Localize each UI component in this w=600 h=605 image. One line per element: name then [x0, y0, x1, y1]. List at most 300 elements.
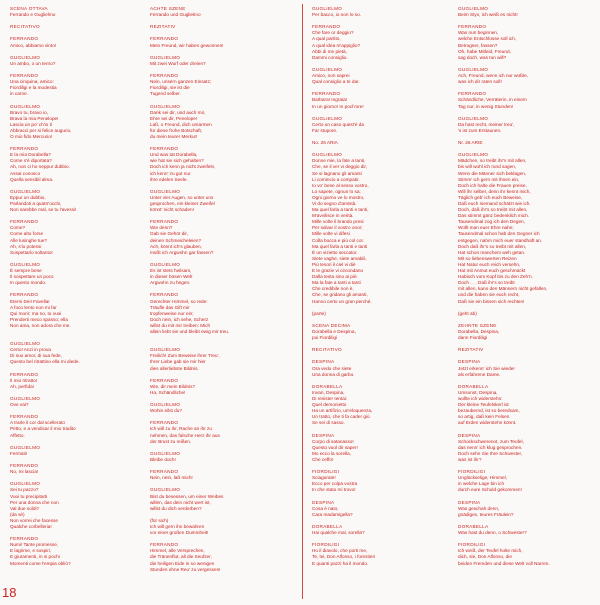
speaker-or-heading: FERRANDO	[150, 146, 179, 152]
text-line: Mit so liebenswerten Reizen	[458, 255, 517, 261]
text-line: Ma quel farla a tanti e tanti	[312, 243, 368, 249]
text-line: in dieser bösen Welt	[150, 274, 193, 280]
text-line: Lo sapete, ognun lo sa;	[312, 188, 361, 194]
text-line: In che stato mi trovo!	[312, 487, 356, 493]
text-line: Il sospettare un poco	[10, 274, 54, 280]
text-line: Cara madamigella?	[312, 511, 353, 517]
text-line: Brava la mia Penelope!	[10, 115, 59, 121]
text-line: È un vizietto seccator.	[312, 249, 358, 255]
speaker-or-heading: DESPINA	[458, 499, 481, 505]
speaker-or-heading: DESPINA	[458, 432, 481, 438]
text-line: auf Erden widerstehn könnt.	[458, 420, 517, 426]
text-line: Che ceffo!	[312, 456, 334, 462]
text-line: Questo vuol dir saper!	[312, 444, 358, 450]
text-line: Unter vier Augen, so unter uns	[150, 194, 214, 200]
speaker-or-heading: FERRANDO	[150, 542, 179, 548]
text-line: Stunden ohne Reu' zu vergessen!	[150, 566, 221, 572]
text-line: A qual partito,	[312, 36, 341, 42]
text-line: E lagrime, e sospiri,	[10, 548, 52, 554]
text-line: Un tratto, che ti fa cader giù	[312, 414, 370, 420]
text-line: Quella sensibil alma.	[10, 176, 54, 182]
speaker-or-heading: FERRANDO	[10, 292, 39, 298]
text-line: bis will wohl ich rund sagen,	[458, 164, 517, 170]
text-line: Betrogner, fassen?	[458, 42, 498, 48]
text-line: das nenn' ich klug gesprochen.	[458, 444, 523, 450]
text-line: und die haben sie euch recht,	[458, 292, 520, 298]
text-line: Ferrando und Guglielmo	[150, 12, 201, 18]
text-line: in welche Lage bin ich	[458, 481, 505, 487]
text-line: wie hat sie sich gehalten?	[150, 158, 204, 164]
text-line: Di suo amor, di sua fede,	[10, 353, 62, 359]
speaker-or-heading: GUGLIELMO	[10, 444, 41, 450]
speaker-or-heading: FERRANDO	[10, 146, 39, 152]
text-line: durch eure Schuld gekommen!	[458, 487, 522, 493]
text-line: Mille volte vi difesi	[312, 231, 350, 237]
text-line: Quel demonietto	[312, 402, 347, 408]
speaker-or-heading: FERRANDO	[10, 414, 39, 420]
speaker-or-heading: REZITATIV	[150, 24, 176, 30]
speaker-or-heading: FERRANDO	[150, 377, 179, 383]
text-line: Vuoi tu precipitarti	[10, 493, 48, 499]
text-line: Mädchen, so treibt ihr's mit allen,	[458, 158, 527, 164]
text-line: Fiordiligi e la modestia	[10, 85, 57, 91]
text-line: Ehre sei dir, Penelope!	[150, 115, 198, 121]
speaker-or-heading: FIORDILIGI	[458, 542, 486, 548]
text-line: Sciagurate!	[312, 475, 336, 481]
text-line: die heiligen Eide in so wenigen	[150, 560, 215, 566]
text-line: Siete vaghe, siete amabili,	[312, 255, 367, 261]
speaker-or-heading: GUGLIELMO	[150, 402, 181, 408]
text-line: A trarle il cor dal scellerato	[10, 420, 65, 426]
speaker-or-heading: GUGLIELMO	[150, 188, 181, 194]
text-line: gnädiges, teures Fräulein?	[458, 511, 514, 517]
text-line: Stimm' ich gern mit ihnen ein,	[458, 176, 520, 182]
text-line: Dalla testa sino ai piè.	[312, 274, 358, 280]
text-line: Es ist stets heilsam,	[150, 268, 192, 274]
text-line: Abbi di me pietà,	[312, 48, 347, 54]
text-line: Ah, perfida!	[10, 383, 34, 389]
text-line: Qualche corbelleria!	[10, 523, 52, 529]
text-line: Qual consiglio a te dar.	[312, 79, 360, 85]
text-line: Parlandoti a quattr'occhi,	[10, 201, 62, 206]
text-line: Il mio ritratto!	[10, 377, 38, 383]
text-line: wollte ich widerstehn:	[458, 396, 503, 401]
text-line: Amico, non saprei	[312, 73, 350, 79]
text-line: Eppur un dubbio,	[10, 194, 46, 200]
speaker-or-heading: SCENA DECIMA	[312, 322, 351, 328]
text-line: (für sich)	[150, 517, 169, 523]
text-line: Hanno certo un gran perché.	[312, 298, 372, 304]
text-line: Hat mit Anmut euch geschmückt	[458, 268, 526, 274]
speaker-or-heading: FERRANDO	[458, 91, 487, 97]
text-line: Tugend selber.	[150, 91, 181, 97]
text-line: Doch ich halte die Frauen preise,	[458, 182, 527, 188]
text-line: gesprochen, ein kleiner Zweifel	[150, 201, 215, 206]
text-line: für diese frohe Botschaft,	[150, 127, 203, 133]
column-german-left	[150, 6, 290, 598]
text-line: Daß euch niemand schätzt wie ich.	[458, 201, 531, 206]
text-line: Non vorrei che facesse	[10, 517, 58, 523]
text-line: Wenn die Männer sich beklagen,	[458, 170, 527, 176]
speaker-or-heading: FERRANDO	[10, 219, 39, 225]
text-line: Daß sie ein bissen sich rechten!	[458, 298, 525, 304]
speaker-or-heading: DORABELLA	[458, 383, 489, 389]
text-line: Donne mie, la fate a tanti,	[312, 158, 366, 164]
text-line: Träufle das Gift mir	[150, 304, 190, 310]
text-line: Lascia un po' ch'io ti	[10, 121, 52, 127]
speaker-or-heading: GUGLIELMO	[10, 188, 41, 194]
speaker-or-heading: DESPINA	[312, 499, 335, 505]
text-line: Ah, non ci ho neppur dubbio.	[10, 164, 70, 170]
text-line: (geht ab)	[458, 310, 477, 316]
text-line: È sempre bene	[10, 268, 42, 274]
text-line: Hat schon manchem weh getan.	[458, 249, 526, 255]
text-line: Ich will zu ihr, Rache an ihr zu	[150, 426, 213, 432]
text-line: Come alto forse	[10, 231, 44, 237]
text-line: Se sei di sasso.	[312, 420, 345, 426]
speaker-or-heading: FERRANDO	[10, 36, 39, 42]
text-line: Dorabella, Despina,	[458, 328, 500, 334]
speaker-or-heading: GUGLIELMO	[10, 261, 41, 267]
text-line: Io vo' bene al sesso vostro,	[312, 182, 369, 188]
text-line: entgegen, nahm mich euer standhaft an.	[458, 237, 543, 243]
text-line: Will ihr selber, denn ihr kennt mich,	[458, 188, 531, 194]
text-line: Doch . . . Daß ihr's so treibt	[458, 280, 515, 286]
text-line: Affetto.	[10, 432, 25, 438]
speaker-or-heading: DORABELLA	[312, 383, 343, 389]
text-line: Wie denn?	[150, 225, 173, 231]
text-line: Corpo di satanasso!	[312, 438, 354, 444]
speaker-or-heading: GUGLIELMO	[458, 66, 489, 72]
speaker-or-heading: DORABELLA	[458, 523, 489, 529]
speaker-or-heading: GUGLIELMO	[150, 487, 181, 493]
text-line: Certo un caso quest'è da	[312, 121, 364, 127]
text-line: Numi! Tante promesse,	[10, 542, 59, 548]
text-line: In un giorno! In poch'ore!	[312, 103, 364, 109]
text-line: welche Entschlüsse soll ich,	[458, 36, 517, 42]
text-line: Momenti come l'empia obliò?	[10, 560, 71, 566]
column-divider	[302, 4, 303, 599]
text-line: Wollt man euer Ehre nahn;	[458, 225, 514, 231]
text-line: Und was tat Dorabella,	[150, 152, 198, 158]
text-line: Schockschwerenot, zum Teufel,	[458, 438, 524, 444]
text-line: Ha un artifizio, un'eloquenza,	[312, 408, 373, 414]
text-line: dich, sie, Don Alfonso, die	[458, 554, 512, 560]
speaker-or-heading: FIORDILIGI	[312, 542, 340, 548]
text-line: Come s'è diportata?	[10, 158, 52, 164]
speaker-or-heading: FERRANDO	[312, 24, 341, 30]
text-line: könnt' nicht schaden!	[150, 207, 194, 213]
speaker-or-heading: FERRANDO	[312, 91, 341, 97]
text-line: Ma la fate a tanti a tanti	[312, 280, 361, 286]
speaker-or-heading: RECITATIVO	[312, 347, 342, 353]
text-line: Che fare or deggio?	[312, 30, 354, 36]
speaker-or-heading: GUGLIELMO	[150, 450, 181, 456]
text-line: in carne.	[10, 91, 28, 97]
speaker-or-heading: FERRANDO	[150, 219, 179, 225]
speaker-or-heading: FERRANDO	[150, 36, 179, 42]
text-line: Nein, nein, laß mich!	[150, 475, 193, 481]
text-line: Schändliche, Verräterin, in einem	[458, 97, 527, 103]
speaker-or-heading: DESPINA	[312, 432, 335, 438]
speaker-or-heading: FERRANDO	[10, 463, 39, 469]
text-line: Barbara! Ingrata!	[312, 97, 348, 103]
text-line: Mo ecco la sorella,	[312, 450, 352, 456]
text-line: Ach, könnt ich's glauben,	[150, 243, 202, 249]
text-line: Bleibe doch!	[150, 456, 176, 462]
speaker-or-heading: DORABELLA	[312, 523, 343, 529]
text-line: Bist du besessen, um einer Weibes	[150, 493, 224, 499]
text-line: A qual idea m'appiglio?	[312, 42, 361, 48]
text-line: Was geschah denn,	[458, 505, 500, 511]
speaker-or-heading: FERRANDO	[10, 536, 39, 542]
text-line: Una donna di garbo.	[312, 371, 355, 377]
speaker-or-heading: FERRANDO	[458, 24, 487, 30]
text-line: Che, se gridano gli amanti,	[312, 292, 368, 298]
speaker-or-heading: FERRANDO	[150, 73, 179, 79]
column-italian-right	[312, 6, 448, 598]
speaker-or-heading: FERRANDO	[10, 371, 39, 377]
text-line: was ich dir raten soll!	[458, 79, 502, 85]
text-line: beiden Fremden und diese Welt voll Narren.	[458, 560, 550, 566]
text-line: Freilich! Zum Beweise ihrer Treu',	[150, 353, 220, 359]
speaker-or-heading: GUGLIELMO	[150, 54, 181, 60]
text-line: Umsonst, Despina,	[458, 389, 498, 395]
text-line: Hai qualche mal, sorella?	[312, 530, 365, 536]
text-line: Petto, e a vendicar il mio tradito	[10, 426, 76, 432]
speaker-or-heading: FIORDILIGI	[312, 469, 340, 475]
text-line: Assai conosco	[10, 170, 41, 176]
text-line: vor einer großen Dummheit!	[150, 530, 209, 536]
text-line: Ecco per colpa vostra	[312, 481, 358, 487]
speaker-or-heading: DESPINA	[312, 359, 335, 365]
text-line: Doch ich kenn ja nicht zweifeln,	[150, 164, 216, 170]
text-line: Täglich geb' ich euch Beweise,	[458, 194, 523, 200]
speaker-or-heading: REZITATIV	[458, 347, 484, 353]
text-line: Per bacco, io non lo so.	[312, 12, 361, 18]
text-line: willen, das dein nicht wert ist,	[150, 499, 211, 505]
speaker-or-heading: DESPINA	[458, 359, 481, 365]
text-line: Doch sehn Sie Ihre Schwester,	[458, 450, 523, 456]
text-line: Dank sei dir, und auch mir,	[150, 109, 206, 115]
text-line: Tausendmal zog ich den Degen,	[458, 219, 525, 225]
text-line: Tag nur, in wenig Stunden!	[458, 103, 514, 109]
speaker-or-heading: GUGLIELMO	[458, 152, 489, 158]
text-line: Was nun beginnen,	[458, 30, 499, 36]
speaker-or-heading: GUGLIELMO	[150, 103, 181, 109]
text-line: tropfenweise nur ein;	[150, 310, 194, 316]
speaker-or-heading: SCENA OTTAVA	[10, 6, 48, 11]
text-line: Oh, habe Mitleid, Freund,	[458, 48, 511, 54]
speaker-or-heading: ZEHNTE SZENE	[458, 322, 497, 328]
text-line: willst du mit mir treiben: Mich	[150, 322, 211, 328]
text-line: Beim Styx, ich weiß es nicht!	[458, 12, 518, 18]
text-line: als erfahrene Dame.	[458, 371, 501, 377]
text-line: Certo! Anzi in prova	[10, 347, 51, 353]
text-line: Per salvar il vostro onor;	[312, 225, 363, 231]
text-line: Amico, abbiamo vinto!	[10, 42, 57, 48]
text-line: Hat Natur euch reich versehn,	[458, 261, 521, 267]
text-line: mit allen, kann den Männern nicht gefallen,	[458, 286, 548, 292]
column-italian-left	[10, 6, 140, 598]
text-line: Doch nein, ich sehe, Scherz	[150, 316, 209, 322]
text-line: du mein teurer Merkur!	[150, 133, 198, 139]
speaker-or-heading: FERRANDO	[150, 420, 179, 426]
text-line: 's ist zum Erstaunen.	[458, 127, 502, 133]
speaker-or-heading: GUGLIELMO	[150, 347, 181, 353]
speaker-or-heading: GUGLIELMO	[312, 115, 343, 121]
text-line: die Tränenflut, all die Seufzer,	[150, 554, 212, 560]
text-line: A foco lento non mi far	[10, 304, 57, 310]
speaker-or-heading: ACHTE SZENE	[150, 6, 186, 11]
speaker-or-heading: FERRANDO	[10, 73, 39, 79]
text-line: Sei tu pazzo?	[10, 487, 39, 493]
text-line: Cosa è nato,	[312, 505, 339, 511]
text-line: Ah, s'io potessi	[10, 243, 42, 249]
text-line: Invan, Despina,	[312, 389, 345, 395]
text-line: bezaubernd, ist so beredsam,	[458, 408, 520, 414]
text-line: Vi do segno d'amistà.	[312, 201, 357, 206]
text-line: ich kenn' zu gut nur	[150, 170, 191, 176]
text-line: No. 26 ARIA	[312, 140, 338, 146]
page-number: 18	[2, 585, 17, 600]
text-line: Argwohn zu hegen.	[150, 280, 191, 286]
text-line: Ha, Schändliche!	[150, 389, 186, 395]
text-line: M'avvilisce in verità.	[312, 213, 354, 219]
text-line: Abbracci per si felice augurio,	[10, 127, 72, 133]
speaker-or-heading: GUGLIELMO	[458, 115, 489, 121]
text-line: Bravo tu, bravo io,	[10, 109, 49, 115]
text-line: Che, se il ver vi deggio dir,	[312, 164, 367, 170]
text-line: Li comincio a compatir.	[312, 176, 360, 182]
text-line: Te, lei, Don Alfonso, i forestieri	[312, 554, 376, 560]
text-line: Ma quel farla a tanti e tanti,	[312, 207, 369, 213]
text-line: Ogni giorno ve lo mostro,	[312, 194, 365, 200]
text-line: Come?	[10, 225, 26, 231]
text-line: Doch daß ihr's so treibt mit allen,	[458, 243, 527, 249]
text-line: Per una donna che non	[10, 499, 59, 505]
text-line: so artig, daß kein Felsen	[458, 414, 510, 420]
text-line: Das stimmt gänz bedenklich mich.	[458, 213, 530, 219]
text-line: Himmel, alle Versprechen,	[150, 548, 205, 554]
text-line: Ho il diavolo, che porti me,	[312, 548, 368, 554]
text-line: No, mi lascia!	[10, 469, 39, 475]
text-line: E giuramenti, in si pochi	[10, 554, 60, 560]
text-line: allein liebt sie und bleibt ewig mir treu.	[150, 328, 230, 334]
text-line: Eterni Dei! Favella!	[10, 298, 50, 304]
speaker-or-heading: GUGLIELMO	[312, 152, 343, 158]
text-line: Wie, dir mein Bildnis?	[150, 383, 196, 389]
text-line: Di resister tentai:	[312, 396, 348, 401]
text-line: Che credibile non è,	[312, 286, 354, 292]
speaker-or-heading: GUGLIELMO	[10, 341, 41, 347]
speaker-or-heading: FERRANDO	[150, 292, 179, 298]
text-line: Mille volte il brando presi	[312, 219, 364, 225]
text-line: Fiordiligi, sie ist die	[150, 85, 190, 91]
text-line: Val due soldi?	[10, 505, 40, 511]
speaker-or-heading: GUGLIELMO	[312, 66, 343, 72]
text-line: Colla bocca e più col cor.	[312, 237, 365, 243]
text-line: was ist ihr?	[458, 456, 482, 462]
text-line: Jetzt erkenn' ich Sie wieder	[458, 365, 515, 371]
text-line: Prenderti meco spasso; ella	[10, 316, 68, 322]
text-line: Alle lusinghe tue?	[10, 237, 48, 243]
text-line: Non sarebbe mal, se tu l'avessi!	[10, 207, 77, 213]
speaker-or-heading: GUGLIELMO	[10, 54, 41, 60]
text-line: Nein, unsern ganzen Einsatz;	[150, 79, 212, 85]
text-line: Dorabella e Despina,	[312, 328, 356, 334]
text-line: Habisch vom Kopf bis zu den Zeh'n.	[458, 274, 533, 280]
text-line: Una cinquina, amico:	[10, 79, 54, 85]
text-line: nehmen, das falsche Herz ihr aus	[150, 432, 220, 438]
text-line: Non ama, non adora che me.	[10, 322, 71, 328]
text-line: Was hast du denn, o Schwester?	[458, 530, 527, 536]
text-line: Ora vedo che siete	[312, 365, 352, 371]
text-line: dies allerliebste Bildnis.	[150, 365, 199, 371]
text-line: (parte)	[312, 310, 326, 316]
text-line: Da hast recht, meiner treu',	[458, 121, 515, 127]
speaker-or-heading: RECITATIVO	[10, 24, 40, 30]
text-line: Più tesori il ciel vi diè	[312, 261, 356, 267]
text-line: E la mia Dorabella?	[10, 152, 51, 158]
text-line: In questo mondo.	[10, 280, 47, 286]
text-line: Questo bel ritrattino ella mi diede.	[10, 359, 80, 365]
text-line: willst du dich verderben?	[150, 505, 202, 511]
text-line: deinen Schmeicheleien?	[150, 237, 202, 243]
speaker-or-heading: GUGLIELMO	[150, 261, 181, 267]
text-line: dann Fiordiligi	[458, 335, 488, 341]
text-line: Se si lagnano gli amanti	[312, 170, 362, 176]
text-line: müßt ich Argwohn gar fassen?	[150, 249, 214, 255]
speaker-or-heading: GUGLIELMO	[312, 6, 343, 11]
text-line: Mit zwei Wurf oder dreien?	[150, 60, 206, 66]
text-line: Ove vai?	[10, 402, 29, 408]
text-line: Gab sie Gehör dir,	[150, 231, 189, 237]
text-line: E le grazie vi circondano	[312, 268, 364, 274]
speaker-or-heading: GUGLIELMO	[10, 481, 41, 487]
text-line: O mio fido Mercurio!	[10, 133, 53, 139]
text-line: Fermati!	[10, 450, 28, 456]
text-line: Ihrer Liebe gab sie mir hier	[150, 359, 206, 365]
text-line: Mein Freund, wir haben gewonnen!	[150, 42, 224, 48]
text-line: poi Fiordiligi	[312, 335, 338, 341]
text-line: Far stupore.	[312, 127, 338, 133]
text-line: Sospettarlo soltanto!	[10, 249, 53, 255]
text-line: Gerechter Himmel, so rede:	[150, 298, 208, 304]
text-line: der Brust zu reißen.	[150, 438, 192, 444]
speaker-or-heading: GUGLIELMO	[10, 396, 41, 401]
speaker-or-heading: GUGLIELMO	[458, 6, 489, 11]
text-line: Unglückselige, Himmel,	[458, 475, 507, 481]
text-line: (da sé)	[10, 511, 25, 517]
speaker-or-heading: FIORDILIGI	[458, 469, 486, 475]
text-line: Un ambo, o un terno?	[10, 60, 56, 66]
speaker-or-heading: FERRANDO	[150, 469, 179, 475]
text-line: Ich weiß, der Teufel holte mich,	[458, 548, 523, 554]
text-line: Ach, Freund, wenn ich nur wüßte,	[458, 73, 529, 79]
text-line: Dammi consiglio.	[312, 54, 348, 60]
text-line: Laß, o Freund, dich umarmen	[150, 121, 212, 127]
column-german-right	[458, 6, 594, 598]
text-line: sag doch, was tun will?	[458, 54, 507, 60]
text-line: Der kleine Teufelskerl ist	[458, 402, 509, 408]
text-line: Tausendmal schon hab den Gegner ich	[458, 231, 540, 237]
text-line: Ich will gern ihn bewahren	[150, 523, 205, 529]
text-line: E quanti pazzi ha il mondo.	[312, 560, 369, 566]
speaker-or-heading: GUGLIELMO	[10, 103, 41, 109]
text-line: Ferrando e Guglielmo	[10, 12, 56, 18]
text-line: ihre edelen Seele.	[150, 176, 188, 182]
